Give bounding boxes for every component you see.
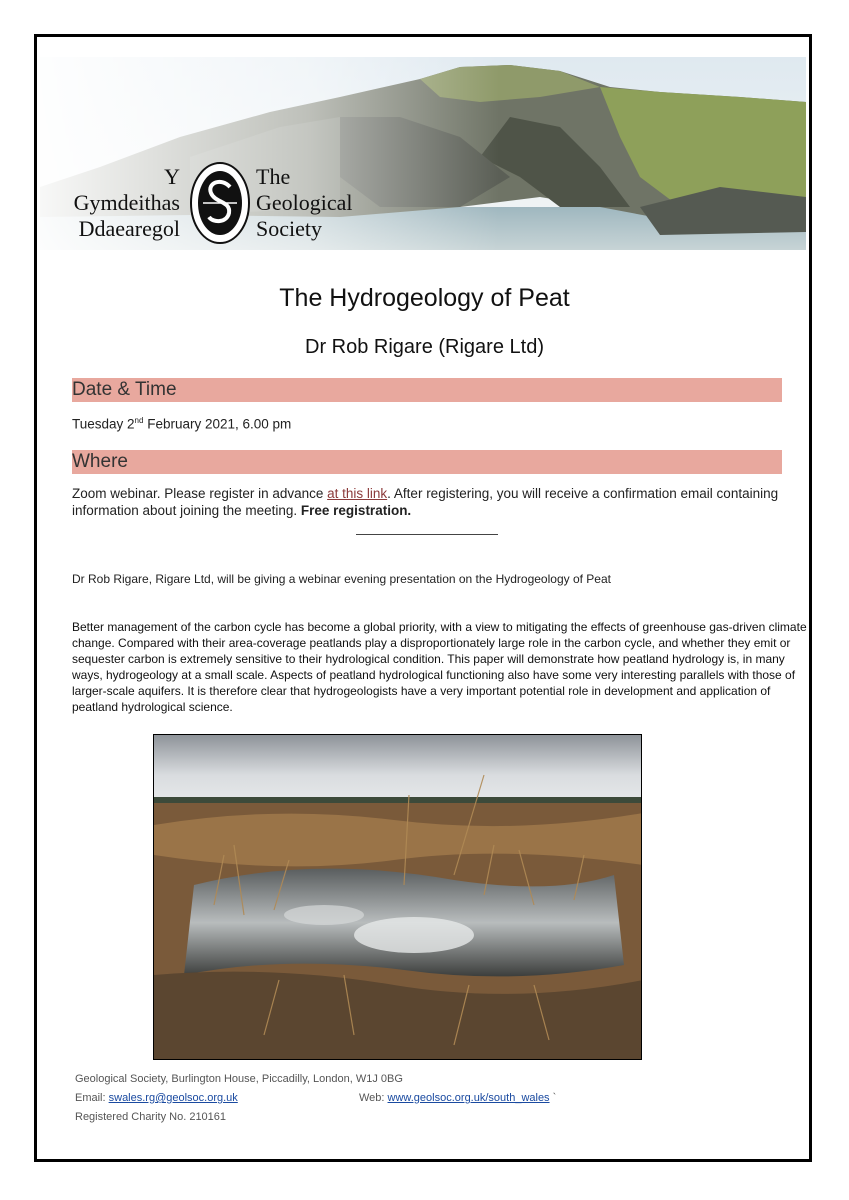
footer-web-label: Web:	[359, 1092, 388, 1104]
logo-english-name	[256, 164, 353, 242]
where-line-1-text: Zoom webinar. Please register in advance	[72, 486, 328, 501]
abstract-paragraph: Better management of the carbon cycle has become a global priority, with a view to mitigating the effects of greenhouse gas-driven climate change. Compared with their area-coverage peatlands play a disproportionately large role in the carbon cycle, and whether they emit or sequester carbon is extremely sensitive to their hydrological condition. This paper will demonstrate how peatland hydrology is, in many ways, hydrogeology at a small scale. Aspects of peatland hydrological functioning also have some very interesting parallels with those of larger-scale aquifers. It is therefore clear that hydrogeologists have a very important potential role in development and application of peatland hydrological science.	[72, 620, 807, 714]
where-details	[72, 485, 792, 519]
footer-email-link[interactable]: swales.rg@geolsoc.org.uk	[108, 1092, 238, 1104]
footer-email-label: Email:	[75, 1092, 109, 1104]
footer-address: Geological Society, Burlington House, Piccadilly, London, W1J 0BG	[75, 1073, 403, 1085]
footer-web-link[interactable]: www.geolsoc.org.uk/south_wales	[387, 1092, 550, 1104]
footer-web	[359, 1092, 556, 1104]
footer-email	[75, 1092, 238, 1104]
where-line-2	[72, 502, 792, 519]
date-section-heading: Date & Time	[72, 379, 177, 400]
logo-english-line-2: Geological	[256, 190, 353, 215]
where-line-1	[72, 485, 792, 502]
event-speaker: Dr Rob Rigare (Rigare Ltd)	[305, 336, 544, 358]
event-date-ordinal: nd	[134, 416, 144, 425]
where-line-1-rest: . After registering, you will receive a confirmation email containing	[387, 486, 779, 501]
where-line-2-text: information about joining the meeting.	[72, 503, 301, 518]
logo-english-line-3: Society	[256, 216, 322, 241]
event-date	[72, 412, 291, 433]
where-section-heading: Where	[72, 451, 128, 472]
divider-rule	[356, 534, 498, 535]
logo-welsh-line-2: Gymdeithas	[73, 190, 180, 215]
event-date-rest: February 2021, 6.00 pm	[143, 416, 292, 432]
registration-link[interactable]: at this link	[327, 486, 388, 501]
logo-welsh-line-3: Ddaearegol	[78, 216, 180, 241]
event-title: The Hydrogeology of Peat	[279, 284, 570, 312]
peatland-photo	[153, 734, 642, 1060]
footer-charity-number: Registered Charity No. 210161	[75, 1111, 227, 1123]
event-date-day: Tuesday 2	[72, 416, 135, 432]
footer-web-suffix: `	[549, 1092, 557, 1104]
free-registration-note: Free registration.	[300, 503, 412, 518]
logo-welsh-line-1: Y	[164, 164, 180, 189]
date-section-bar	[72, 378, 782, 402]
intro-text: Dr Rob Rigare, Rigare Ltd, will be giving a webinar evening presentation on the Hydrogeology of Peat	[72, 572, 611, 586]
logo-welsh-name	[48, 164, 180, 242]
geological-society-seal-icon	[189, 161, 251, 245]
where-section-bar	[72, 450, 782, 474]
logo-english-line-1: The	[256, 164, 291, 189]
